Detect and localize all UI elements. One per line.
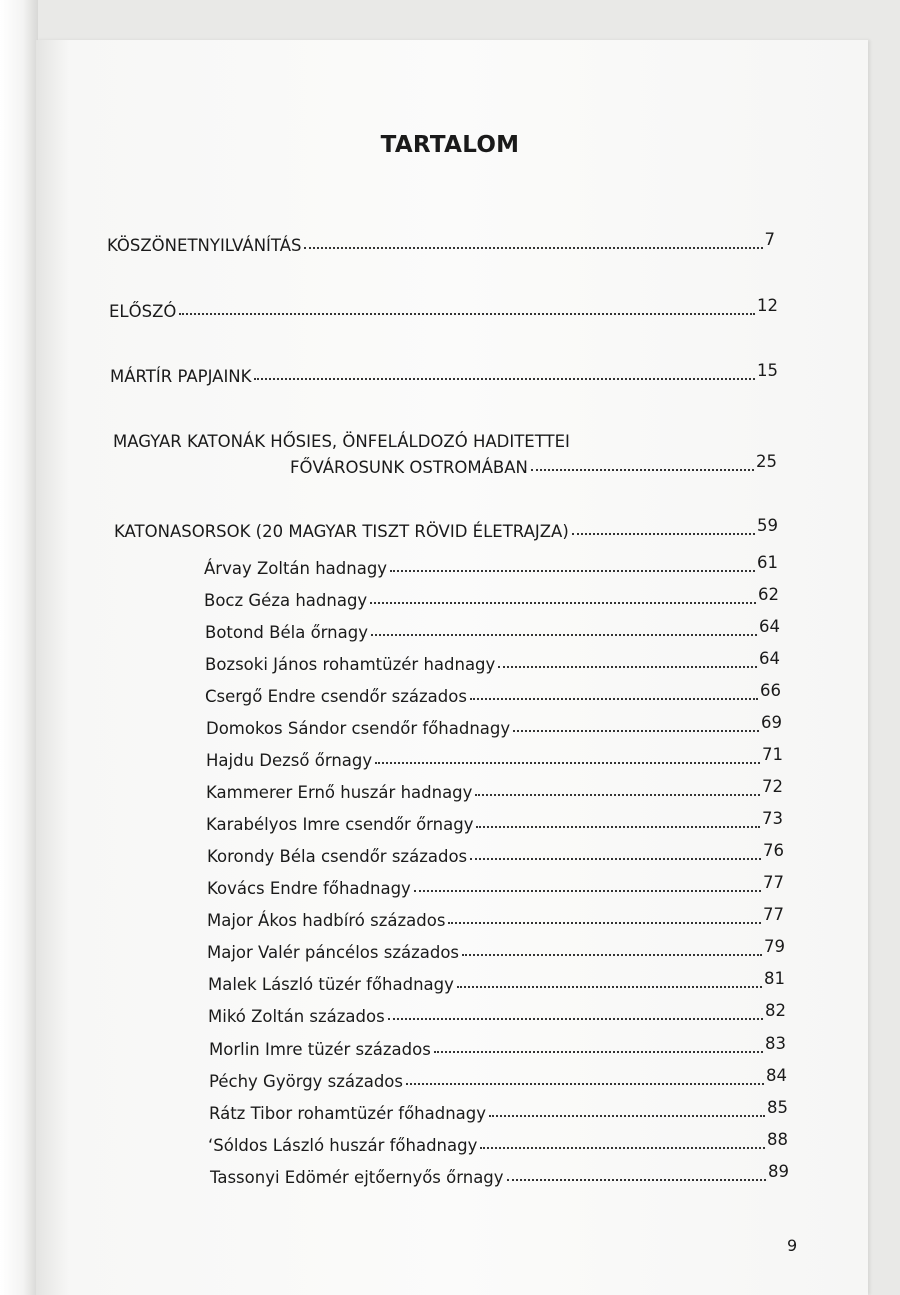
toc-entry-long-line1: MAGYAR KATONÁK HŐSIES, ÖNFELÁLDOZÓ HADITETTEI [113, 432, 570, 451]
toc-subentry-label: Bozsoki János rohamtüzér hadnagy [205, 655, 496, 674]
toc-subentry-page: 77 [763, 905, 784, 924]
toc-subentry-page: 79 [764, 937, 785, 956]
toc-entry-long [290, 452, 777, 477]
toc-subentry-label: Csergő Endre csendőr százados [205, 687, 467, 706]
dot-leader [388, 1017, 763, 1020]
toc-entry [110, 361, 778, 386]
toc-entry-label: MÁRTÍR PAPJAINK [110, 367, 252, 386]
dot-leader [480, 1146, 765, 1149]
dot-leader [375, 761, 760, 764]
toc-subentry-page: 72 [762, 777, 783, 796]
toc-subentry-label: Kammerer Ernő huszár hadnagy [206, 783, 473, 802]
dot-leader [531, 468, 754, 471]
toc-subentry-page: 83 [765, 1034, 786, 1053]
dot-leader [254, 377, 755, 380]
dot-leader [390, 569, 755, 572]
toc-subentry [206, 745, 783, 770]
dot-leader [370, 601, 756, 604]
dot-leader [476, 825, 760, 828]
toc-subentry [204, 553, 778, 578]
dot-leader [179, 312, 755, 315]
toc-subentry-page: 82 [765, 1001, 786, 1020]
toc-subentry [210, 1162, 789, 1187]
toc-subentry [206, 809, 783, 834]
toc-subentry [208, 1001, 786, 1026]
toc-subentry-page: 64 [759, 617, 780, 636]
toc-entry-label: FŐVÁROSUNK OSTROMÁBAN [290, 458, 528, 477]
toc-subentry [208, 1130, 788, 1155]
toc-subentry-label: Major Valér páncélos százados [207, 943, 460, 962]
dot-leader [572, 532, 755, 535]
toc-subentry-page: 64 [759, 649, 780, 668]
toc-subentry-label: Mikó Zoltán százados [208, 1007, 385, 1026]
toc-entry-label: KÖSZÖNETNYILVÁNÍTÁS [107, 236, 302, 255]
dot-leader [513, 729, 759, 732]
toc-subentry-page: 84 [766, 1066, 787, 1085]
toc-subentry [207, 841, 784, 866]
dot-leader [462, 953, 762, 956]
toc-subentry-label: Morlin Imre tüzér százados [209, 1040, 431, 1059]
toc-subentry-page: 88 [767, 1130, 788, 1149]
toc-subentry [205, 649, 780, 674]
dot-leader [470, 857, 761, 860]
toc-entry [109, 296, 778, 321]
toc-subentry-page: 81 [764, 969, 785, 988]
dot-leader [434, 1050, 763, 1053]
toc-subentry [209, 1098, 788, 1123]
toc-subentry-page: 85 [767, 1098, 788, 1117]
toc-subentry-label: Malek László tüzér főhadnagy [208, 975, 454, 994]
toc-entry-page: 15 [757, 361, 778, 380]
dot-leader [498, 665, 757, 668]
toc-subentry [205, 681, 781, 706]
toc-subentry [209, 1066, 787, 1091]
toc-entry-label: ELŐSZÓ [109, 302, 177, 321]
toc-section-page: 59 [757, 516, 778, 535]
toc-subentry-label: Péchy György százados [209, 1072, 403, 1091]
toc-entry-page: 7 [764, 230, 775, 249]
toc-subentry [206, 777, 783, 802]
toc-subentry-page: 61 [757, 553, 778, 572]
toc-entry-page: 12 [757, 296, 778, 315]
toc-entry [107, 230, 775, 255]
toc-subentry-page: 76 [763, 841, 784, 860]
dot-leader [507, 1178, 766, 1181]
toc-subentry-page: 66 [760, 681, 781, 700]
toc-subentry-page: 71 [762, 745, 783, 764]
toc-subentry [209, 1034, 786, 1059]
dot-leader [406, 1082, 764, 1085]
toc-subentry-label: Rátz Tibor rohamtüzér főhadnagy [209, 1104, 487, 1123]
toc-subentry-label: Korondy Béla csendőr százados [207, 847, 468, 866]
toc-subentry-label: Hajdu Dezső őrnagy [206, 751, 373, 770]
toc-section [114, 516, 778, 541]
toc-subentry-label: Domokos Sándor csendőr főhadnagy [206, 719, 511, 738]
dot-leader [475, 793, 760, 796]
page-title: TARTALOM [380, 132, 520, 158]
toc-subentry [205, 617, 780, 642]
toc-subentry-label: Tassonyi Edömér ejtőernyős őrnagy [210, 1168, 504, 1187]
toc-subentry-page: 89 [768, 1162, 789, 1181]
dot-leader [371, 633, 757, 636]
dot-leader [414, 889, 761, 892]
dot-leader [489, 1114, 765, 1117]
toc-subentry [207, 937, 785, 962]
toc-subentry-page: 73 [762, 809, 783, 828]
toc-subentry [207, 905, 784, 930]
dot-leader [304, 246, 762, 249]
toc-subentry-page: 77 [763, 873, 784, 892]
toc-subentry-page: 69 [761, 713, 782, 732]
previous-page-edge [0, 0, 38, 1295]
toc-subentry [204, 585, 779, 610]
toc-subentry [208, 969, 785, 994]
toc-subentry-label: Bocz Géza hadnagy [204, 591, 368, 610]
toc-subentry-label: Kovács Endre főhadnagy [207, 879, 411, 898]
dot-leader [457, 985, 762, 988]
toc-subentry-label: Karabélyos Imre csendőr őrnagy [206, 815, 474, 834]
toc-entry-page: 25 [756, 452, 777, 471]
toc-subentry [206, 713, 782, 738]
toc-section-label: KATONASORSOK (20 MAGYAR TISZT RÖVID ÉLETRAJZA) [114, 522, 569, 541]
toc-subentry-label: Botond Béla őrnagy [205, 623, 368, 642]
toc-subentry-page: 62 [758, 585, 779, 604]
dot-leader [448, 921, 761, 924]
toc-subentry-label: ‘Sóldos László huszár főhadnagy [208, 1136, 478, 1155]
dot-leader [470, 697, 758, 700]
toc-subentry-label: Árvay Zoltán hadnagy [204, 559, 388, 578]
page-number: 9 [787, 1236, 798, 1255]
toc-subentry-label: Major Ákos hadbíró százados [207, 911, 446, 930]
toc-subentry [207, 873, 784, 898]
